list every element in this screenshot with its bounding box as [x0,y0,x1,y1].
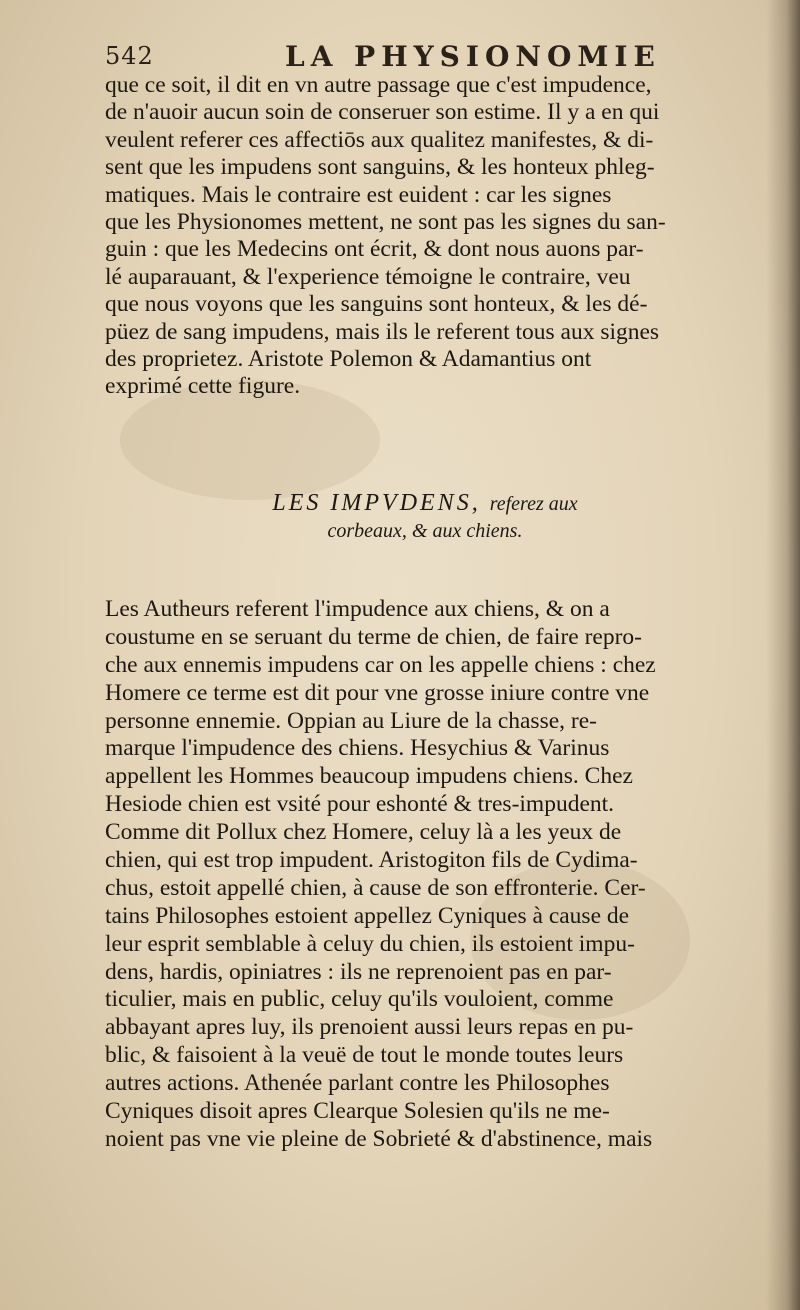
text-line: coustume en se seruant du terme de chien, de faire repro- [105,623,643,650]
text-line: veulent referer ces affectiōs aux qualitez manifestes, & di- [105,126,654,153]
page-number: 542 [105,42,154,70]
text-line: personne ennemie. Oppian au Liure de la chasse, re- [105,707,597,734]
text-line: exprimé cette figure. [105,373,301,400]
text-line: des proprietez. Aristote Polemon & Adamantius ont [105,345,592,372]
text-line: autres actions. Athenée parlant contre les Philosophes [105,1070,610,1097]
caption-title: LES IMPVDENS, [272,490,481,516]
text-line: ticulier, mais en public, celuy qu'ils vouloient, comme [105,986,614,1013]
text-line: matiques. Mais le contraire est euident : car les signes [105,181,612,208]
text-line: Les Autheurs referent l'impudence aux chiens, & on a [105,596,610,622]
text-line: chus, estoit appellé chien, à cause de son effronterie. Cer- [105,874,646,901]
text-block-top [105,72,763,401]
text-line: marque l'impudence des chiens. Hesychius & Varinus [105,735,610,762]
text-line: dens, hardis, opiniatres : ils ne reprenoient pas en par- [105,958,612,985]
page-header [105,40,665,74]
text-line: que nous voyons que les sanguins sont honteux, & les dé- [105,291,648,318]
text-line: leur esprit semblable à celuy du chien, ils estoient impu- [105,930,635,957]
text-block-bottom [105,596,763,1154]
text-line: Cyniques disoit apres Clearque Solesien qu'ils ne me- [105,1098,610,1125]
text-line: que les Physionomes mettent, ne sont pas les signes du san- [105,208,666,235]
text-line: tains Philosophes estoient appellez Cyniques à cause de [105,902,630,929]
text-line: sent que les impudens sont sanguins, & les honteux phleg- [105,154,655,181]
text-line: guin : que les Medecins ont écrit, & dont nous auons par- [105,236,644,263]
text-line: noient pas vne vie pleine de Sobrieté & d'abstinence, mais [105,1125,653,1152]
text-line: püez de sang impudens, mais ils le referent tous aux signes [105,318,660,345]
text-line: chien, qui est trop impudent. Aristogiton fils de Cydima- [105,847,638,874]
text-line: Homere ce terme est dit pour vne grosse iniure contre vne [105,679,650,706]
text-line: abbayant apres luy, ils prenoient aussi leurs repas en pu- [105,1014,634,1041]
caption-line-2: corbeaux, & aux chiens. [327,520,523,542]
text-line: appellent les Hommes beaucoup impudens chiens. Chez [105,763,633,790]
text-line: Hesiode chien est vsité pour eshonté & tres-impudent. [105,791,615,818]
text-line: de n'auoir aucun soin de conseruer son estime. Il y a en qui [105,99,660,126]
text-line: lé auparauant, & l'experience témoigne le contraire, veu [105,263,631,290]
text-line: blic, & faisoient à la veuë de tout le monde toutes leurs [105,1042,624,1069]
text-line: que ce soit, il dit en vn autre passage que c'est impudence, [105,72,652,98]
figure-caption [105,490,745,548]
running-head: LA PHYSIONOMIE [285,40,661,73]
binding-gutter [766,0,800,1310]
text-line: che aux ennemis impudens car on les appelle chiens : chez [105,651,656,678]
text-line: Comme dit Pollux chez Homere, celuy là a les yeux de [105,819,622,846]
caption-title-suffix: referez aux [489,493,578,515]
caption-line-1 [105,490,745,520]
